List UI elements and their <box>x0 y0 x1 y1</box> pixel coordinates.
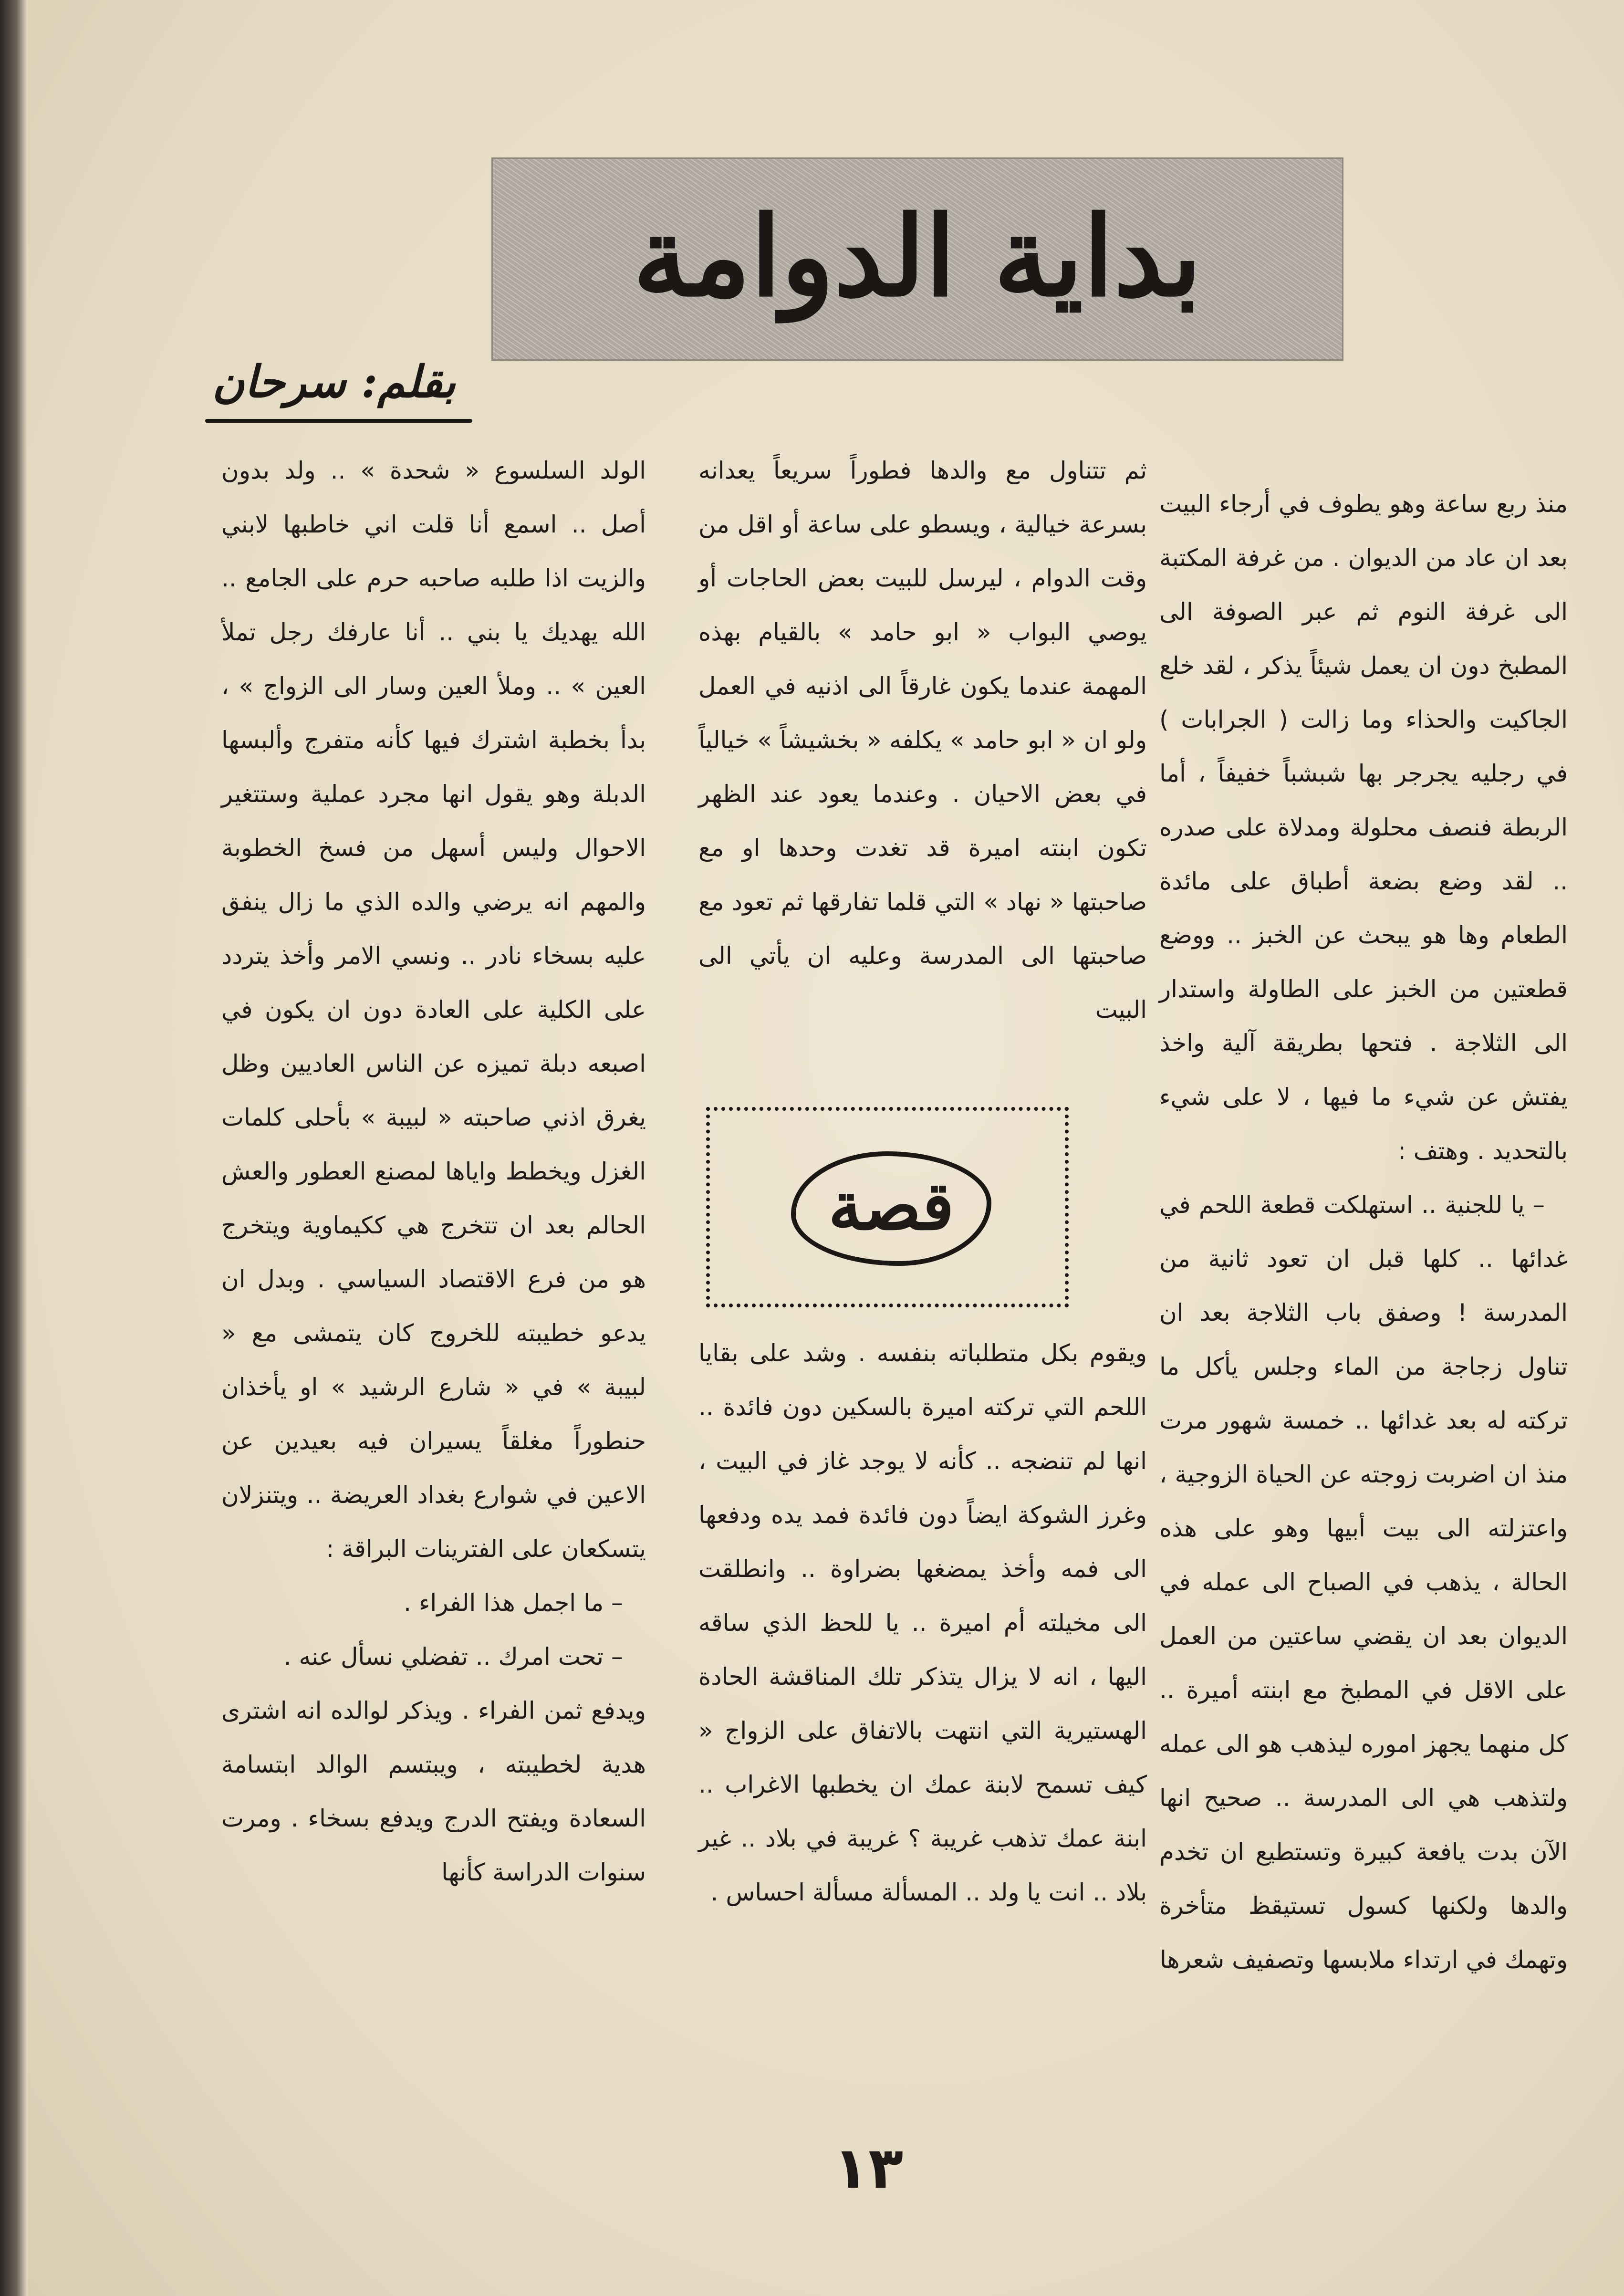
paragraph: – ما اجمل هذا الفراء . <box>404 1589 623 1617</box>
story-label: قصة <box>791 1151 991 1266</box>
story-label-frame <box>706 1107 1069 1307</box>
story-title: بداية الدوامة <box>633 192 1202 321</box>
paragraph: – تحت امرك .. تفضلي نسأل عنه . <box>283 1643 623 1670</box>
text-column-left <box>221 444 646 1899</box>
paragraph: ويقوم بكل متطلباته بنفسه . وشد على بقايا اللحم التي تركته اميرة بالسكين دون فائدة .. انها لم تنضجه .. كأنه لا يوجد غاز في البيت ، وغرز الشوكة ايضاً دون فائدة فمد يده ودفعها الى فمه وأخذ يمضغها بضراوة .. وانطلقت الى مخيلته أم اميرة .. يا للحظ الذي ساقه اليها ، انه لا يزال يتذكر تلك المناقشة الحادة الهستيرية التي انتهت بالاتفاق على الزواج « كيف تسمح لابنة عمك ان يخطبها الاغراب .. ابنة عمك تذهب غريبة ؟ غريبة في بلاد .. غير بلاد .. انت يا ولد .. المسألة مسألة احساس . <box>698 1339 1147 1906</box>
scan-edge <box>0 0 28 2296</box>
author-byline: بقلم: سرحان <box>212 356 456 407</box>
title-banner <box>491 157 1343 361</box>
paragraph: الولد السلسوع « شحدة » .. ولد بدون أصل .. اسمع أنا قلت اني خاطبها لابني والزيت اذا طلبه صاحبه حرم على الجامع .. الله يهديك يا بني .. أنا عارفك رجل تملأ العين » .. وملأ العين وسار الى الزواج » ، بدأ بخطبة اشترك فيها كأنه متفرج وألبسها الدبلة وهو يقول انها مجرد عملية وستتغير الاحوال وليس أسهل من فسخ الخطوبة والمهم انه يرضي والده الذي ما زال ينفق عليه بسخاء نادر .. ونسي الامر وأخذ يتردد على الكلية على العادة دون ان يكون في اصبعه دبلة تميزه عن الناس العاديين وظل يغرق اذني صاحبته « لبيبة » بأحلى كلمات الغزل ويخطط واياها لمصنع العطور والعش الحالم بعد ان تتخرج هي ككيماوية ويتخرج هو من فرع الاقتصاد السياسي . وبدل ان يدعو خطيبته للخروج كان يتمشى مع « لبيبة » في « شارع الرشيد » او يأخذان حنطوراً مغلقاً يسيران فيه بعيدين عن الاعين في شوارع بغداد العريضة .. ويتنزلان يتسكعان على الفترينات البراقة : <box>221 457 646 1563</box>
text-column-middle-lower <box>698 1326 1147 1920</box>
paragraph: ثم تتناول مع والدها فطوراً سريعاً يعدانه بسرعة خيالية ، ويسطو على ساعة أو اقل من وقت الدوام ، ليرسل للبيت بعض الحاجات أو يوصي البواب « ابو حامد » بالقيام بهذه المهمة عندما يكون غارقاً الى اذنيه في العمل ولو ان « ابو حامد » يكلفه « بخشيشاً » خيالياً في بعض الاحيان . وعندما يعود عند الظهر تكون ابنته اميرة قد تغدت وحدها او مع صاحبتها « نهاد » التي قلما تفارقها ثم تعود مع صاحبتها الى المدرسة وعليه ان يأتي الى البيت <box>698 457 1147 1023</box>
paragraph: ويدفع ثمن الفراء . ويذكر لوالده انه اشترى هدية لخطيبته ، ويبتسم الوالد ابتسامة السعادة ويفتح الدرج ويدفع بسخاء . ومرت سنوات الدراسة كأنها <box>221 1697 646 1886</box>
paragraph: – يا للجنية .. استهلكت قطعة اللحم في غدائها .. كلها قبل ان تعود ثانية من المدرسة ! وصفق باب الثلاجة بعد ان تناول زجاجة من الماء وجلس يأكل ما تركته له بعد غدائها .. خمسة شهور مرت منذ ان اضربت زوجته عن الحياة الزوجية ، واعتزلته الى بيت أبيها وهو على هذه الحالة ، يذهب في الصباح الى عمله في الديوان بعد ان يقضي ساعتين من العمل على الاقل في المطبخ مع ابنته أميرة .. كل منهما يجهز اموره ليذهب هو الى عمله ولتذهب هي الى المدرسة .. صحيح انها الآن بدت يافعة كبيرة وتستطيع ان تخدم والدها ولكنها كسول تستيقظ متأخرة وتهمك في ارتداء ملابسها وتصفيف شعرها <box>1159 1191 1568 1973</box>
text-column-middle-upper <box>698 444 1147 1037</box>
paragraph: منذ ربع ساعة وهو يطوف في أرجاء البيت بعد ان عاد من الديوان . من غرفة المكتبة الى غرفة النوم ثم عبر الصوفة الى المطبخ دون ان يعمل شيئاً يذكر ، لقد خلع الجاكيت والحذاء وما زالت ( الجرابات ) في رجليه يجرجر بها شبشباً خفيفاً ، أما الربطة فنصف محلولة ومدلاة على صدره .. لقد وضع بضعة أطباق على مائدة الطعام وها هو يبحث عن الخبز .. ووضع قطعتين من الخبز على الطاولة واستدار الى الثلاجة . فتحها بطريقة آلية واخذ يفتش عن شيء ما فيها ، لا على شيء بالتحديد . وهتف : <box>1159 490 1568 1165</box>
byline-underline <box>205 419 472 423</box>
text-column-right <box>1159 477 1568 1987</box>
page-number: ١٣ <box>833 2135 904 2202</box>
